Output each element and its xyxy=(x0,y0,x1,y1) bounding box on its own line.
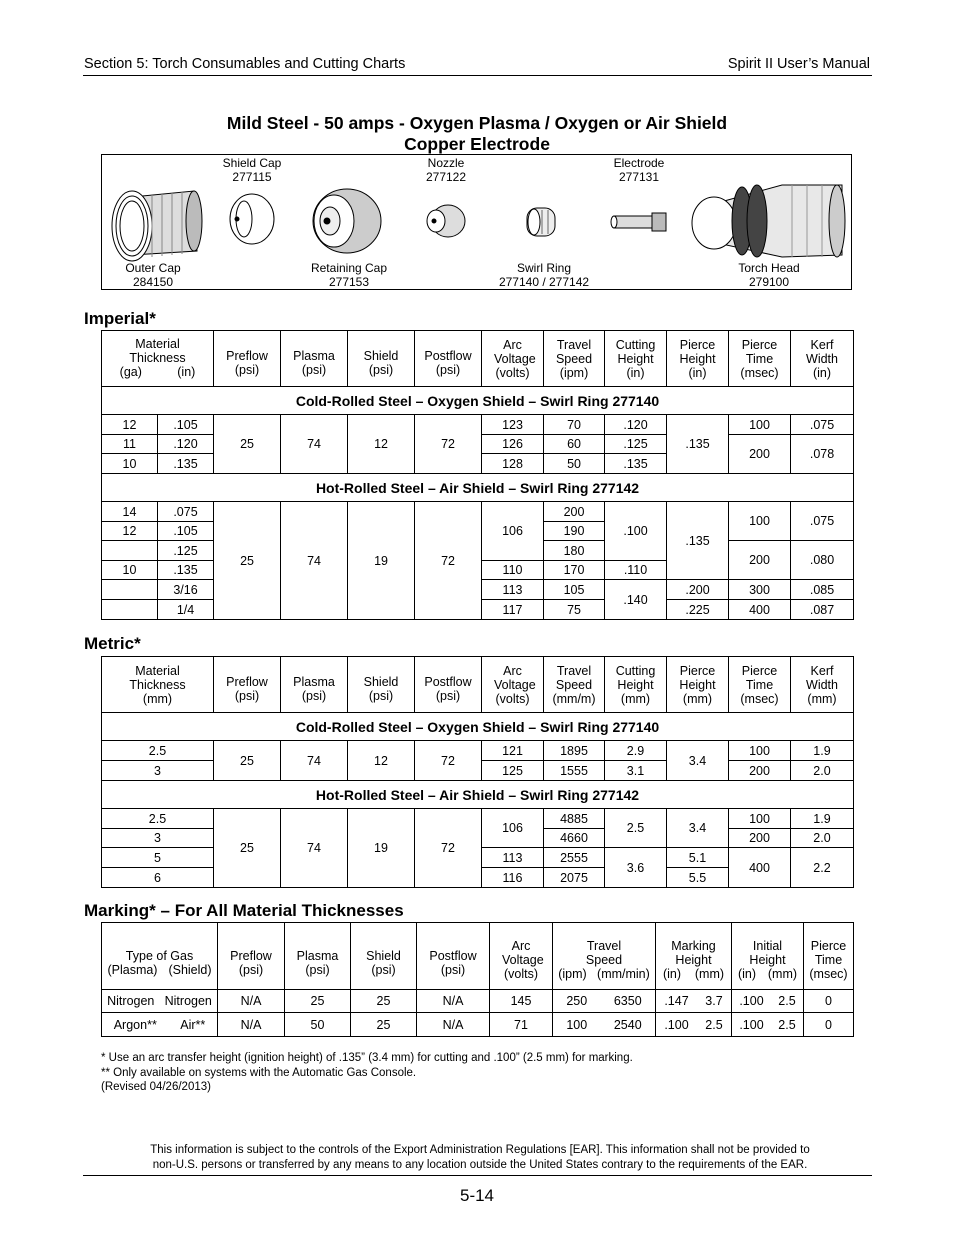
chart-title: Mild Steel - 50 amps - Oxygen Plasma / Oxygen or Air Shield xyxy=(226,113,728,133)
th-initial-height: Initial Height (in) (mm) xyxy=(732,923,804,990)
th-shield: Shield (psi) xyxy=(348,657,415,713)
metric-header-row xyxy=(102,657,854,713)
nozzle-pn: 277122 xyxy=(425,170,467,184)
th-kerf: Kerf Width (mm) xyxy=(791,657,854,713)
retaining-cap-image xyxy=(313,189,381,253)
th-pierce-time: Pierce Time (msec) xyxy=(729,657,791,713)
table-row: 3/16 113 105 .140 .200 300 .085 xyxy=(102,580,854,600)
label-torch-head xyxy=(704,261,834,289)
swirl-ring-pn: 277140 / 277142 xyxy=(498,275,590,289)
label-shield-cap xyxy=(187,156,317,184)
table-row: 2.5 25 74 19 72 106 4885 2.5 3.4 100 1.9 xyxy=(102,809,854,829)
table-row: 1/4 117 75 .225 400 .087 xyxy=(102,600,854,620)
shield-cap-image xyxy=(230,194,274,244)
metric-table xyxy=(101,656,854,888)
th-pierce-height: Pierce Height (mm) xyxy=(667,657,729,713)
nozzle-image xyxy=(427,205,465,237)
th-gas: Type of Gas (Plasma) (Shield) xyxy=(102,923,218,990)
th-travel: Travel Speed (ipm) (mm/min) xyxy=(553,923,656,990)
table-row: Nitrogen Nitrogen N/A 25 25 N/A 145 250 6350 .147 3.7 .100 2.5 0 xyxy=(102,990,854,1013)
th-kerf: Kerf Width (in) xyxy=(791,331,854,387)
nozzle-name: Nozzle xyxy=(427,156,465,170)
imperial-band-hot-rolled: Hot-Rolled Steel – Air Shield – Swirl Ring 277142 xyxy=(102,474,854,502)
swirl-ring-name: Swirl Ring xyxy=(516,261,571,275)
electrode-pn: 277131 xyxy=(618,170,660,184)
footnote-agc: ** Only available on systems with the Automatic Gas Console. xyxy=(101,1066,417,1079)
th-shield: Shield (psi) xyxy=(351,923,417,990)
th-travel: Travel Speed (ipm) xyxy=(544,331,605,387)
table-row: 10 .135 128 50 .135 xyxy=(102,454,854,474)
table-row: 11 .120 126 60 .125 200 .078 xyxy=(102,435,854,454)
torch-head-image xyxy=(692,185,845,257)
metric-heading: Metric* xyxy=(84,634,141,653)
table-row: .125 180 200 .080 xyxy=(102,541,854,561)
marking-header-row xyxy=(102,923,854,990)
retaining-cap-pn: 277153 xyxy=(328,275,370,289)
table-row: 12 .105 190 xyxy=(102,522,854,541)
th-postflow: Postflow (psi) xyxy=(415,657,482,713)
th-material: Material Thickness (mm) xyxy=(102,657,214,713)
th-cutting-height: Cutting Height (mm) xyxy=(605,657,667,713)
header-section-title: Section 5: Torch Consumables and Cutting Charts xyxy=(84,56,406,72)
imperial-heading: Imperial* xyxy=(84,309,156,328)
header-rule xyxy=(83,75,872,76)
shield-cap-name: Shield Cap xyxy=(222,156,282,170)
th-postflow: Postflow (psi) xyxy=(417,923,490,990)
th-preflow: Preflow (psi) xyxy=(214,331,281,387)
label-nozzle xyxy=(381,156,511,184)
th-preflow: Preflow (psi) xyxy=(214,657,281,713)
table-row: 14 .075 25 74 19 72 106 200 .100 .135 100 .075 xyxy=(102,502,854,522)
retaining-cap-name: Retaining Cap xyxy=(310,261,388,275)
th-preflow: Preflow (psi) xyxy=(218,923,285,990)
torch-head-name: Torch Head xyxy=(738,261,800,275)
th-pierce-time: Pierce Time (msec) xyxy=(729,331,791,387)
table-row: 12 .105 25 74 12 72 123 70 .120 .135 100 .075 xyxy=(102,415,854,435)
th-plasma: Plasma (psi) xyxy=(281,331,348,387)
th-marking-height: Marking Height (in) (mm) xyxy=(656,923,732,990)
page-number: 5-14 xyxy=(459,1186,495,1205)
metric-band-cold-rolled: Cold-Rolled Steel – Oxygen Shield – Swirl Ring 277140 xyxy=(102,713,854,741)
table-row: 6 116 2075 5.5 xyxy=(102,868,854,888)
header-manual-title: Spirit II User’s Manual xyxy=(727,56,870,72)
th-plasma: Plasma (psi) xyxy=(281,657,348,713)
footnotes xyxy=(101,1051,633,1095)
marking-heading: Marking* – For All Material Thicknesses xyxy=(84,901,404,920)
th-arc: Arc Voltage (volts) xyxy=(490,923,553,990)
table-row: 3 125 1555 3.1 200 2.0 xyxy=(102,761,854,781)
footnote-arc-transfer: * Use an arc transfer height (ignition height) of .135” (3.4 mm) for cutting and .100” (2.5 mm) for marking. xyxy=(101,1052,633,1064)
label-retaining-cap xyxy=(284,261,414,289)
th-arc: Arc Voltage (volts) xyxy=(482,331,544,387)
imperial-table xyxy=(101,330,854,620)
imperial-header-row xyxy=(102,331,854,387)
consumables-figure xyxy=(101,154,852,290)
th-cutting-height: Cutting Height (in) xyxy=(605,331,667,387)
footer-rule xyxy=(83,1175,872,1176)
outer-cap-name: Outer Cap xyxy=(125,261,181,275)
metric-band-hot-rolled: Hot-Rolled Steel – Air Shield – Swirl Ring 277142 xyxy=(102,781,854,809)
revision-date: (Revised 04/26/2013) xyxy=(101,1081,211,1093)
label-outer-cap xyxy=(88,261,218,289)
swirl-ring-image xyxy=(527,208,555,236)
chart-subtitle: Copper Electrode xyxy=(404,134,550,154)
electrode-name: Electrode xyxy=(613,156,665,170)
shield-cap-pn: 277115 xyxy=(232,170,272,184)
ear-line-1: This information is subject to the controls of the Export Administration Regulations [EAR]. This information shall not be provided to xyxy=(150,1144,810,1156)
torch-head-pn: 279100 xyxy=(748,275,790,289)
marking-table xyxy=(101,922,854,1037)
table-row: 5 113 2555 3.6 5.1 400 2.2 xyxy=(102,848,854,868)
outer-cap-image xyxy=(112,191,202,261)
ear-line-2: non-U.S. persons or transferred by any means to any location outside the United States contrary to the requirements of the EAR. xyxy=(152,1159,808,1171)
th-travel: Travel Speed (mm/m) xyxy=(544,657,605,713)
th-material: Material Thickness (ga) (in) xyxy=(102,331,214,387)
label-electrode xyxy=(574,156,704,184)
electrode-image xyxy=(611,213,666,231)
th-plasma: Plasma (psi) xyxy=(285,923,351,990)
th-pierce-height: Pierce Height (in) xyxy=(667,331,729,387)
table-row: 3 4660 200 2.0 xyxy=(102,829,854,848)
outer-cap-pn: 284150 xyxy=(132,275,174,289)
table-row: Argon** Air** N/A 50 25 N/A 71 100 2540 .100 2.5 .100 2.5 0 xyxy=(102,1013,854,1037)
label-swirl-ring xyxy=(479,261,609,289)
ear-notice xyxy=(95,1143,865,1173)
th-shield: Shield (psi) xyxy=(348,331,415,387)
th-postflow: Postflow (psi) xyxy=(415,331,482,387)
table-row: 2.5 25 74 12 72 121 1895 2.9 3.4 100 1.9 xyxy=(102,741,854,761)
th-pierce-time: Pierce Time (msec) xyxy=(804,923,854,990)
imperial-band-cold-rolled: Cold-Rolled Steel – Oxygen Shield – Swirl Ring 277140 xyxy=(102,387,854,415)
th-arc: Arc Voltage (volts) xyxy=(482,657,544,713)
table-row: 10 .135 110 170 .110 xyxy=(102,561,854,580)
